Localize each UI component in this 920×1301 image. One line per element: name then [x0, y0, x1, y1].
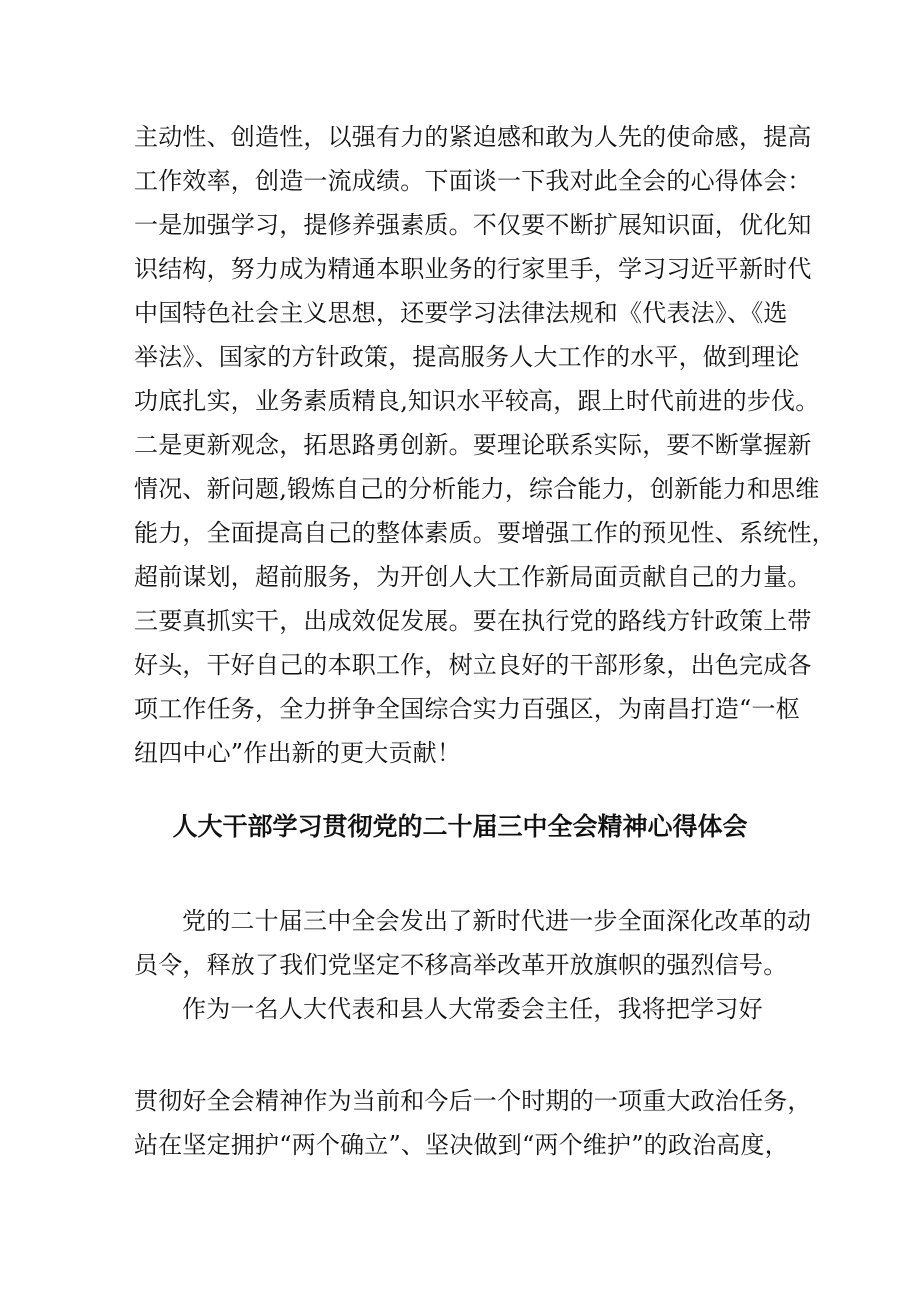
text-line: 贯彻好全会精神作为当前和今后一个时期的一项重大政治任务， [134, 1087, 812, 1115]
text-line: 情况、新问题,锻炼自己的分析能力，综合能力，创新能力和思维 [134, 475, 820, 503]
text-line: 作为一名人大代表和县人大常委会主任，我将把学习好 [182, 995, 763, 1023]
text-line: 纽四中心”作出新的更大贡献！ [134, 739, 462, 767]
text-line: 主动性、创造性，以强有力的紧迫感和敢为人先的使命感，提高 [134, 123, 812, 151]
text-line: 员令，释放了我们党坚定不移高举改革开放旗帜的强烈信号。 [134, 951, 788, 979]
text-line: 好头，干好自己的本职工作，树立良好的干部形象，出色完成各 [134, 651, 812, 679]
text-line: 项工作任务，全力拼争全国综合实力百强区，为南昌打造“一枢 [134, 695, 800, 723]
text-line: 中国特色社会主义思想，还要学习法律法规和《代表法》、《选 [134, 299, 788, 327]
section-heading: 人大干部学习贯彻党的二十届三中全会精神心得体会 [172, 812, 748, 841]
text-line: 三要真抓实干，出成效促发展。要在执行党的路线方针政策上带 [134, 607, 812, 635]
text-line: 二是更新观念，拓思路勇创新。要理论联系实际，要不断掌握新 [134, 431, 812, 459]
text-line: 超前谋划，超前服务，为开创人大工作新局面贡献自己的力量。 [134, 563, 812, 591]
text-line: 一是加强学习，提修养强素质。不仅要不断扩展知识面，优化知 [134, 211, 812, 239]
text-line: 识结构，努力成为精通本职业务的行家里手，学习习近平新时代 [134, 255, 812, 283]
text-line: 工作效率，创造一流成绩。下面谈一下我对此全会的心得体会： [134, 167, 812, 195]
text-line: 能力，全面提高自己的整体素质。要增强工作的预见性、系统性， [134, 519, 836, 547]
text-line: 功底扎实，业务素质精良,知识水平较高，跟上时代前进的步伐。 [134, 387, 820, 415]
text-line: 站在坚定拥护“两个确立”、坚决做到“两个维护”的政治高度， [134, 1131, 789, 1159]
text-line: 党的二十届三中全会发出了新时代进一步全面深化改革的动 [182, 907, 812, 935]
text-line: 举法》、国家的方针政策，提高服务人大工作的水平，做到理论 [134, 343, 800, 371]
